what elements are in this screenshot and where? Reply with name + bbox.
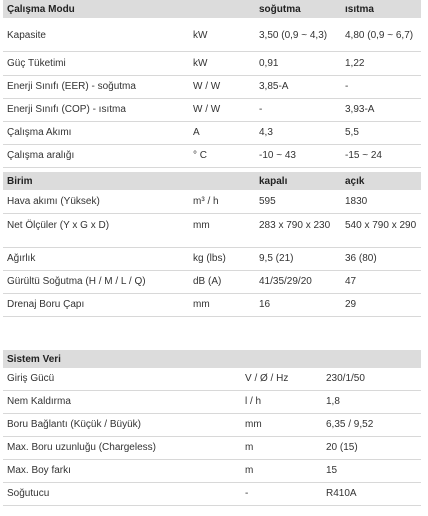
row-label: Net Ölçüler (Y x G x D) [7,220,110,231]
row-label: Çalışma Akımı [7,127,72,138]
header-col2: açık [345,176,365,187]
row-unit: kW [193,58,208,69]
row-col2: 47 [345,276,357,287]
row-col2: 3,93-A [345,104,375,115]
row-label: Soğutucu [7,488,50,499]
row-unit: W / W [193,81,221,92]
table-row [3,294,421,317]
row-col2: - [345,81,349,92]
row-unit: l / h [245,396,262,407]
row-col1: - [259,104,263,115]
row-label: Kapasite [7,30,46,41]
row-label: Enerji Sınıfı (COP) - ısıtma [7,104,126,115]
row-col1: 0,91 [259,58,279,69]
row-col1: -10 ~ 43 [259,150,296,161]
row-col1: 4,3 [259,127,273,138]
row-label: Max. Boru uzunluğu (Chargeless) [7,442,156,453]
system-data-table [3,350,421,506]
row-unit: A [193,127,200,138]
row-unit: mm [193,299,210,310]
header-label: Çalışma Modu [7,4,75,15]
table-row [3,76,421,99]
row-unit: mm [245,419,262,430]
header-col1: kapalı [259,176,288,187]
row-label: Ağırlık [7,253,36,264]
row-col1: 283 x 790 x 230 [259,220,331,231]
table-row [3,145,421,168]
row-col2: 1,22 [345,58,365,69]
row-unit: V / Ø / Hz [245,373,289,384]
row-label: Çalışma aralığı [7,150,75,161]
row-unit: - [245,488,249,499]
row-value: 230/1/50 [326,373,365,384]
row-col2: 36 (80) [345,253,377,264]
row-col2: 1830 [345,196,368,207]
table-row [3,122,421,145]
row-label: Hava akımı (Yüksek) [7,196,100,207]
row-value: 6,35 / 9,52 [326,419,374,430]
table-row [3,414,421,437]
row-value: 20 (15) [326,442,358,453]
table-row [3,214,421,248]
table-row [3,248,421,271]
table-row [3,368,421,391]
row-col1: 595 [259,196,276,207]
row-unit: kg (lbs) [193,253,226,264]
table-row [3,190,421,214]
row-value: R410A [326,488,357,499]
row-unit: m³ / h [193,196,219,207]
row-unit: W / W [193,104,221,115]
header-col2: ısıtma [345,4,374,15]
row-unit: dB (A) [193,276,222,287]
row-col1: 9,5 (21) [259,253,294,264]
header-col1: soğutma [259,4,301,15]
table-row [3,52,421,76]
row-col2: 540 x 790 x 290 [345,220,417,231]
row-label: Max. Boy farkı [7,465,71,476]
row-col1: 41/35/29/20 [259,276,312,287]
row-unit: m [245,465,254,476]
row-label: Giriş Gücü [7,373,55,384]
row-label: Drenaj Boru Çapı [7,299,85,310]
row-col1: 3,85-A [259,81,289,92]
table-row [3,271,421,294]
table-row [3,18,421,52]
row-label: Güç Tüketimi [7,58,66,69]
row-label: Nem Kaldırma [7,396,71,407]
header-label: Birim [7,176,33,187]
table-header [3,350,421,368]
row-col2: 5,5 [345,127,359,138]
table-row [3,391,421,414]
row-label: Enerji Sınıfı (EER) - soğutma [7,81,136,92]
row-col2: -15 ~ 24 [345,150,382,161]
unit-table [3,172,421,317]
row-value: 15 [326,465,338,476]
table-row [3,483,421,506]
operating-mode-table [3,0,421,168]
row-unit: m [245,442,254,453]
row-col1: 3,50 (0,9 ~ 4,3) [259,30,328,41]
row-unit: mm [193,220,210,231]
row-col2: 29 [345,299,357,310]
row-value: 1,8 [326,396,340,407]
row-label: Boru Bağlantı (Küçük / Büyük) [7,419,141,430]
row-unit: kW [193,30,208,41]
table-header [3,172,421,190]
row-col1: 16 [259,299,271,310]
table-row [3,437,421,460]
table-header [3,0,421,18]
table-row [3,99,421,122]
header-label: Sistem Veri [7,354,61,365]
row-col2: 4,80 (0,9 ~ 6,7) [345,30,414,41]
row-label: Gürültü Soğutma (H / M / L / Q) [7,276,146,287]
row-unit: ° C [193,150,207,161]
table-row [3,460,421,483]
